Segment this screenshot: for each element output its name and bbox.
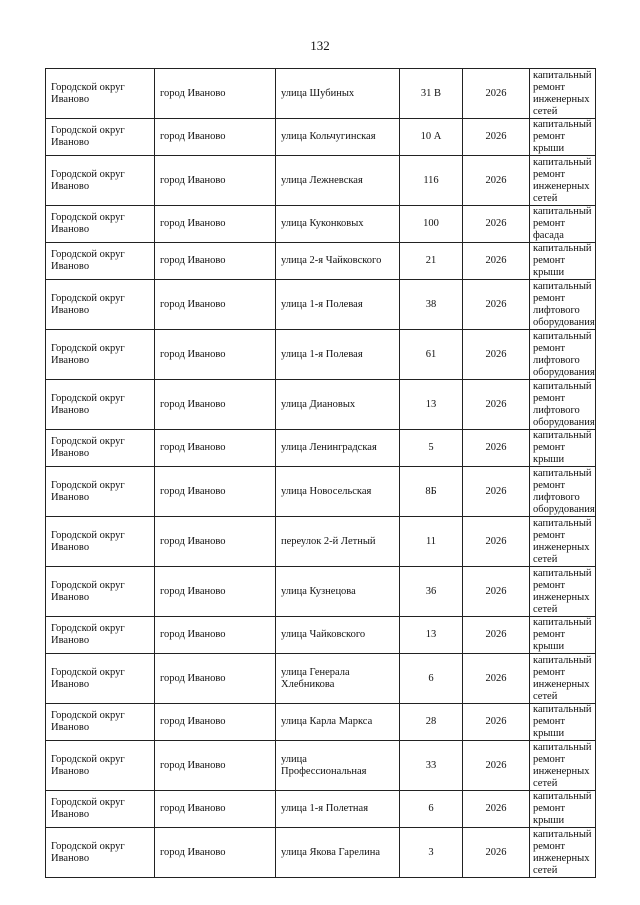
table-row	[46, 654, 596, 704]
cell-okrug: Городской округ Иваново	[46, 243, 155, 280]
cell-city: город Иваново	[155, 206, 276, 243]
cell-okrug: Городской округ Иваново	[46, 280, 155, 330]
cell-work: капитальный ремонт крыши	[530, 791, 596, 828]
cell-year: 2026	[463, 243, 530, 280]
table-row	[46, 69, 596, 119]
cell-year: 2026	[463, 791, 530, 828]
cell-street: переулок 2-й Летный	[276, 517, 400, 567]
cell-year: 2026	[463, 654, 530, 704]
cell-year: 2026	[463, 704, 530, 741]
cell-house: 61	[400, 330, 463, 380]
table-row	[46, 280, 596, 330]
cell-work: капитальный ремонт инженерных сетей	[530, 517, 596, 567]
cell-city: город Иваново	[155, 330, 276, 380]
cell-city: город Иваново	[155, 517, 276, 567]
cell-city: город Иваново	[155, 467, 276, 517]
cell-work: капитальный ремонт инженерных сетей	[530, 828, 596, 878]
cell-house: 21	[400, 243, 463, 280]
cell-house: 6	[400, 654, 463, 704]
cell-city: город Иваново	[155, 119, 276, 156]
cell-house: 36	[400, 567, 463, 617]
cell-work: капитальный ремонт фасада	[530, 206, 596, 243]
table-row	[46, 243, 596, 280]
cell-street: улица Новосельская	[276, 467, 400, 517]
cell-okrug: Городской округ Иваново	[46, 654, 155, 704]
cell-street: улица Лежневская	[276, 156, 400, 206]
cell-okrug: Городской округ Иваново	[46, 704, 155, 741]
table-row	[46, 467, 596, 517]
cell-year: 2026	[463, 467, 530, 517]
cell-city: город Иваново	[155, 69, 276, 119]
cell-house: 116	[400, 156, 463, 206]
cell-year: 2026	[463, 617, 530, 654]
cell-year: 2026	[463, 206, 530, 243]
cell-year: 2026	[463, 330, 530, 380]
cell-okrug: Городской округ Иваново	[46, 828, 155, 878]
cell-year: 2026	[463, 567, 530, 617]
table-row	[46, 119, 596, 156]
cell-house: 6	[400, 791, 463, 828]
cell-street: улица Чайковского	[276, 617, 400, 654]
cell-street: улица Генерала Хлебникова	[276, 654, 400, 704]
cell-year: 2026	[463, 156, 530, 206]
cell-work: капитальный ремонт лифтового оборудования	[530, 280, 596, 330]
cell-work: капитальный ремонт инженерных сетей	[530, 741, 596, 791]
cell-house: 31 В	[400, 69, 463, 119]
cell-house: 10 А	[400, 119, 463, 156]
cell-okrug: Городской округ Иваново	[46, 517, 155, 567]
cell-city: город Иваново	[155, 791, 276, 828]
cell-year: 2026	[463, 517, 530, 567]
cell-house: 28	[400, 704, 463, 741]
cell-okrug: Городской округ Иваново	[46, 430, 155, 467]
cell-city: город Иваново	[155, 828, 276, 878]
cell-okrug: Городской округ Иваново	[46, 330, 155, 380]
cell-house: 100	[400, 206, 463, 243]
cell-street: улица Кольчугинская	[276, 119, 400, 156]
table-row	[46, 380, 596, 430]
cell-year: 2026	[463, 380, 530, 430]
table-row	[46, 517, 596, 567]
cell-city: город Иваново	[155, 430, 276, 467]
cell-city: город Иваново	[155, 280, 276, 330]
cell-work: капитальный ремонт инженерных сетей	[530, 69, 596, 119]
cell-city: город Иваново	[155, 380, 276, 430]
cell-work: капитальный ремонт крыши	[530, 243, 596, 280]
cell-street: улица Кузнецова	[276, 567, 400, 617]
cell-house: 13	[400, 380, 463, 430]
cell-year: 2026	[463, 119, 530, 156]
cell-street: улица Профессиональная	[276, 741, 400, 791]
cell-city: город Иваново	[155, 741, 276, 791]
cell-work: капитальный ремонт инженерных сетей	[530, 654, 596, 704]
cell-house: 5	[400, 430, 463, 467]
cell-house: 11	[400, 517, 463, 567]
cell-work: капитальный ремонт крыши	[530, 119, 596, 156]
table-row	[46, 791, 596, 828]
cell-year: 2026	[463, 741, 530, 791]
cell-year: 2026	[463, 69, 530, 119]
cell-okrug: Городской округ Иваново	[46, 206, 155, 243]
table-row	[46, 567, 596, 617]
cell-street: улица Диановых	[276, 380, 400, 430]
cell-street: улица 2-я Чайковского	[276, 243, 400, 280]
cell-city: город Иваново	[155, 243, 276, 280]
cell-year: 2026	[463, 280, 530, 330]
cell-street: улица Куконковых	[276, 206, 400, 243]
table-row	[46, 741, 596, 791]
cell-house: 38	[400, 280, 463, 330]
cell-city: город Иваново	[155, 156, 276, 206]
table-row	[46, 430, 596, 467]
cell-work: капитальный ремонт инженерных сетей	[530, 567, 596, 617]
cell-work: капитальный ремонт лифтового оборудования	[530, 467, 596, 517]
cell-work: капитальный ремонт инженерных сетей	[530, 156, 596, 206]
cell-okrug: Городской округ Иваново	[46, 467, 155, 517]
cell-work: капитальный ремонт крыши	[530, 704, 596, 741]
cell-city: город Иваново	[155, 704, 276, 741]
cell-work: капитальный ремонт лифтового оборудования	[530, 330, 596, 380]
cell-year: 2026	[463, 430, 530, 467]
cell-street: улица Карла Маркса	[276, 704, 400, 741]
cell-work: капитальный ремонт крыши	[530, 430, 596, 467]
cell-okrug: Городской округ Иваново	[46, 156, 155, 206]
cell-okrug: Городской округ Иваново	[46, 380, 155, 430]
cell-work: капитальный ремонт крыши	[530, 617, 596, 654]
cell-street: улица Шубиных	[276, 69, 400, 119]
table-row	[46, 206, 596, 243]
cell-house: 8Б	[400, 467, 463, 517]
cell-work: капитальный ремонт лифтового оборудования	[530, 380, 596, 430]
table-row	[46, 330, 596, 380]
cell-city: город Иваново	[155, 617, 276, 654]
cell-city: город Иваново	[155, 567, 276, 617]
cell-street: улица Якова Гарелина	[276, 828, 400, 878]
cell-okrug: Городской округ Иваново	[46, 741, 155, 791]
table-row	[46, 704, 596, 741]
cell-okrug: Городской округ Иваново	[46, 119, 155, 156]
cell-street: улица 1-я Полетная	[276, 791, 400, 828]
repair-schedule-table	[45, 68, 596, 878]
cell-house: 13	[400, 617, 463, 654]
cell-year: 2026	[463, 828, 530, 878]
cell-okrug: Городской округ Иваново	[46, 791, 155, 828]
table-row	[46, 828, 596, 878]
cell-street: улица 1-я Полевая	[276, 330, 400, 380]
table-row	[46, 156, 596, 206]
cell-okrug: Городской округ Иваново	[46, 617, 155, 654]
page-number: 132	[310, 38, 330, 53]
cell-street: улица Ленинградская	[276, 430, 400, 467]
table-row	[46, 617, 596, 654]
cell-city: город Иваново	[155, 654, 276, 704]
cell-okrug: Городской округ Иваново	[46, 69, 155, 119]
cell-okrug: Городской округ Иваново	[46, 567, 155, 617]
cell-house: 3	[400, 828, 463, 878]
cell-street: улица 1-я Полевая	[276, 280, 400, 330]
cell-house: 33	[400, 741, 463, 791]
